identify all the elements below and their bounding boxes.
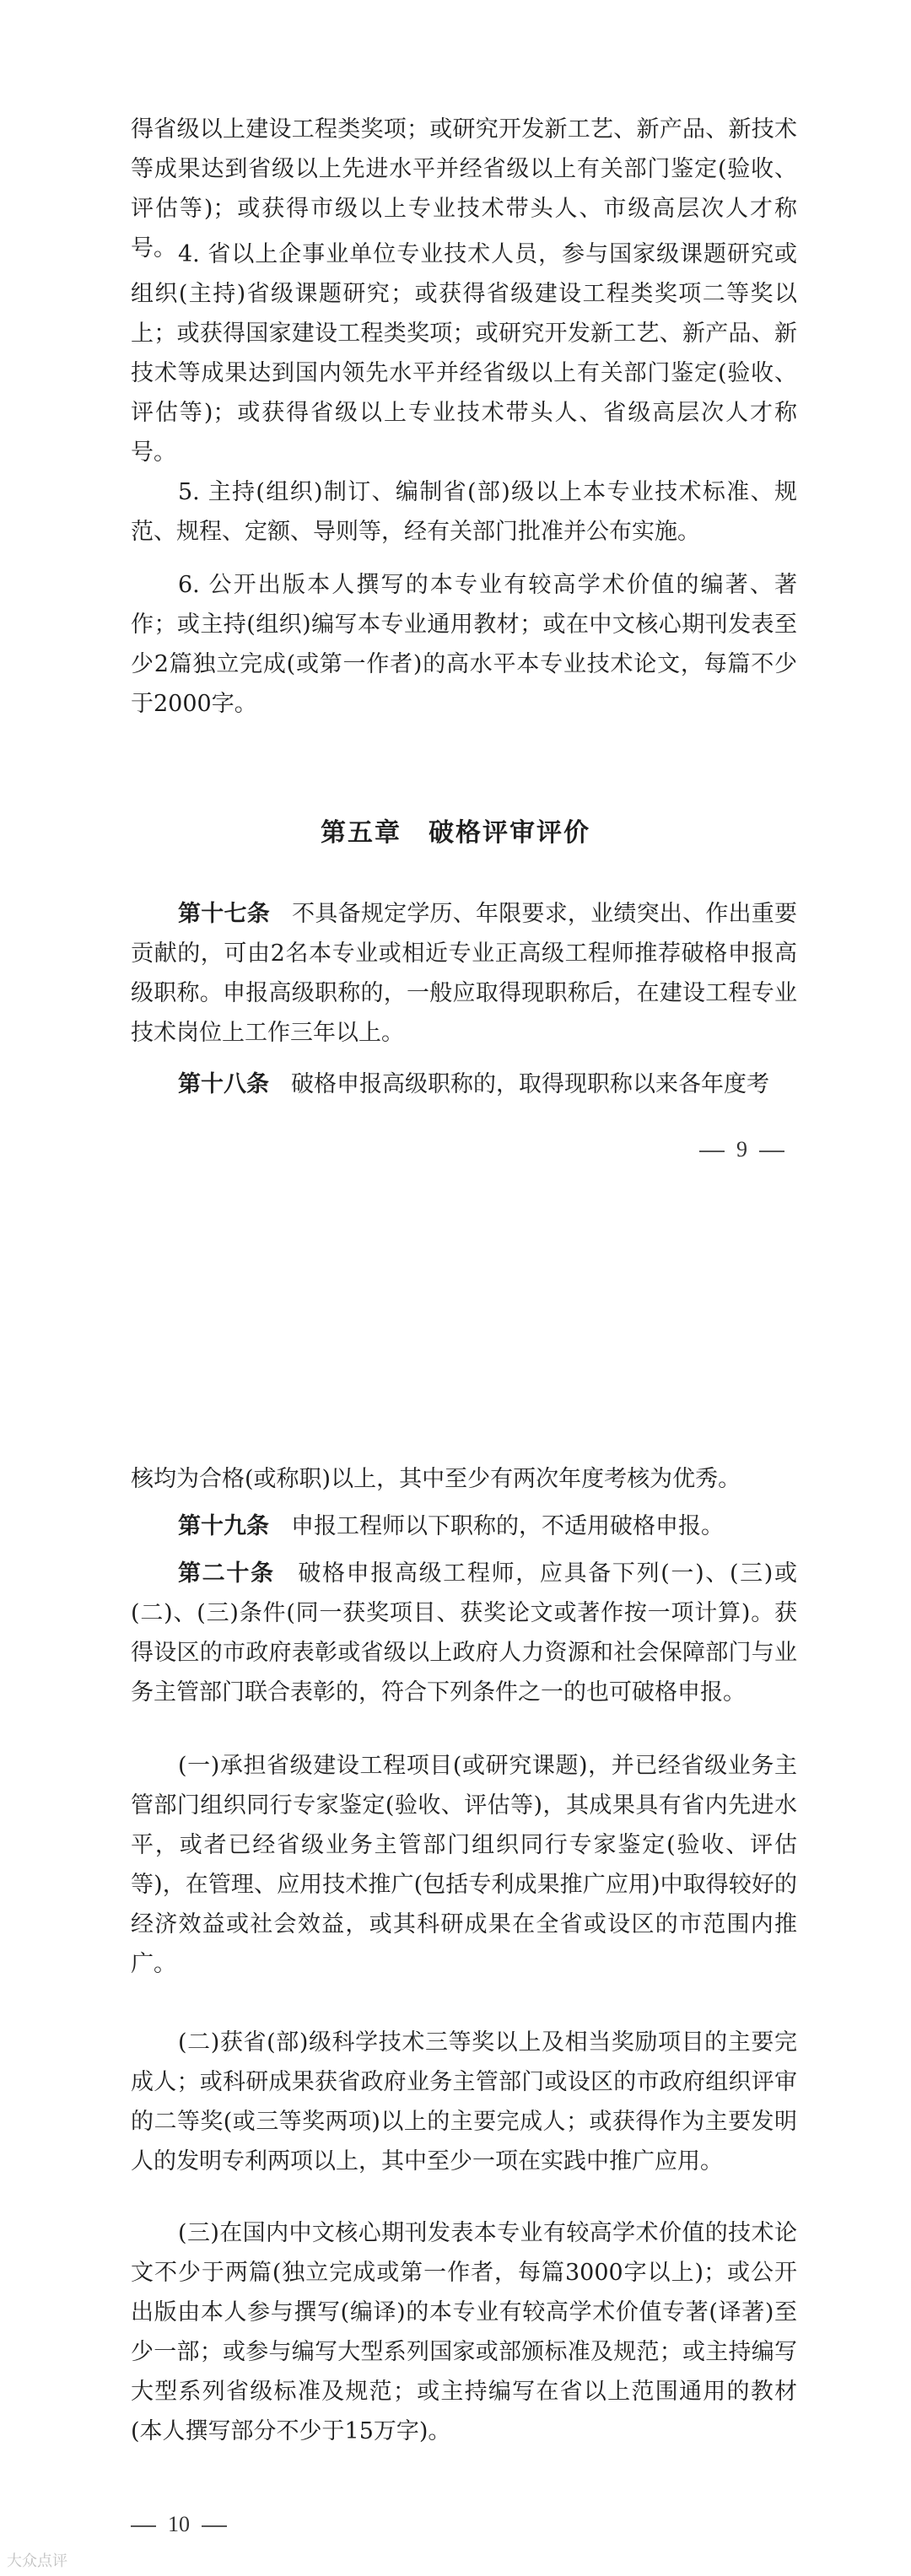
paragraph-continued — [131, 1459, 797, 1499]
paragraph-text: (三)在国内中文核心期刊发表本专业有较高学术价值的技术论文不少于两篇(独立完成或第一作者，每篇3000字以上)；或公开出版由本人参与撰写(编译)的本专业有较高学术价值专著(译著)至少一部；或参与编写大型系列国家或部颁标准及规范；或主持编写大型系列省级标准及规范；或主持编写在省以上范围通用的教材(本人撰写部分不少于15万字)。 — [131, 2220, 797, 2444]
page-number-text: 10 — [168, 2512, 190, 2536]
article-text: 申报工程师以下职称的，不适用破格申报。 — [291, 1513, 724, 1539]
article-heading: 第二十条 — [178, 1560, 275, 1587]
page-number-text: 9 — [736, 1137, 747, 1161]
condition-2 — [131, 2023, 797, 2181]
article-20 — [131, 1554, 797, 1712]
article-heading: 第十七条 — [178, 901, 270, 927]
article-text: 不具备规定学历、年限要求，业绩突出、作出重要贡献的，可由2名本专业或相近专业正高级工程师推荐破格申报高级职称。申报高级职称的，一般应取得现职称后，在建设工程专业技术岗位上工作三年以上。 — [131, 901, 798, 1046]
page-number — [131, 2512, 239, 2537]
article-17 — [131, 894, 797, 1053]
article-text: 破格申报高级工程师，应具备下列(一)、(三)或(二)、(三)条件(同一获奖项目、获奖论文或著作按一项计算)。获得设区的市政府表彰或省级以上政府人力资源和社会保障部门与业务主管部门联合表彰的，符合下列条件之一的也可破格申报。 — [131, 1560, 798, 1706]
condition-1 — [131, 1746, 797, 1984]
paragraph-text: 6. 公开出版本人撰写的本专业有较高学术价值的编著、著作；或主持(组织)编写本专业通用教材；或在中文核心期刊发表至少2篇独立完成(或第一作者)的高水平本专业技术论文，每篇不少于2000字。 — [131, 572, 797, 717]
condition-3 — [131, 2213, 797, 2451]
paragraph-text: (二)获省(部)级科学技术三等奖以上及相当奖励项目的主要完成人；或科研成果获省政府业务主管部门或设区的市政府组织评审的二等奖(或三等奖两项)以上的主要完成人；或获得作为主要发明人的发明专利两项以上，其中至少一项在实践中推广应用。 — [131, 2029, 797, 2175]
article-19 — [131, 1506, 797, 1546]
article-18 — [131, 1064, 797, 1104]
article-heading: 第十八条 — [178, 1071, 269, 1097]
paragraph-item-5 — [131, 472, 797, 552]
document-page-10 — [0, 1350, 911, 2576]
paragraph-text: 核均为合格(或称职)以上，其中至少有两次年度考核为优秀。 — [131, 1466, 741, 1492]
chapter-title: 第五章 破格评审评价 — [321, 818, 590, 848]
document-page-9 — [0, 0, 911, 1206]
paragraph-item-6 — [131, 565, 797, 724]
article-heading: 第十九条 — [178, 1513, 269, 1539]
paragraph-text: 5. 主持(组织)制订、编制省(部)级以上本专业技术标准、规范、规程、定额、导则等，经有关部门批准并公布实施。 — [131, 479, 797, 545]
paragraph-item-4 — [131, 234, 797, 472]
paragraph-text: (一)承担省级建设工程项目(或研究课题)，并已经省级业务主管部门组织同行专家鉴定(验收、评估等)，其成果具有省内先进水平，或者已经省级业务主管部门组织同行专家鉴定(验收、评估等)，在管理、应用技术推广(包括专利成果推广应用)中取得较好的经济效益或社会效益，或其科研成果在全省或设区的市范围内推广。 — [131, 1753, 797, 1977]
paragraph-text: 得省级以上建设工程类奖项；或研究开发新工艺、新产品、新技术等成果达到省级以上先进水平并经省级以上有关部门鉴定(验收、评估等)；或获得市级以上专业技术带头人、市级高层次人才称号。 — [131, 116, 797, 261]
paragraph-text: 4. 省以上企事业单位专业技术人员，参与国家级课题研究或组织(主持)省级课题研究；或获得省级建设工程类奖项二等奖以上；或获得国家建设工程类奖项；或研究开发新工艺、新产品、新技术等成果达到国内领先水平并经省级以上有关部门鉴定(验收、评估等)；或获得省级以上专业技术带头人、省级高层次人才称号。 — [131, 241, 797, 466]
page-number — [687, 1137, 796, 1162]
watermark: 大众点评 — [7, 2552, 67, 2570]
article-text: 破格申报高级职称的，取得现职称以来各年度考 — [291, 1071, 769, 1097]
